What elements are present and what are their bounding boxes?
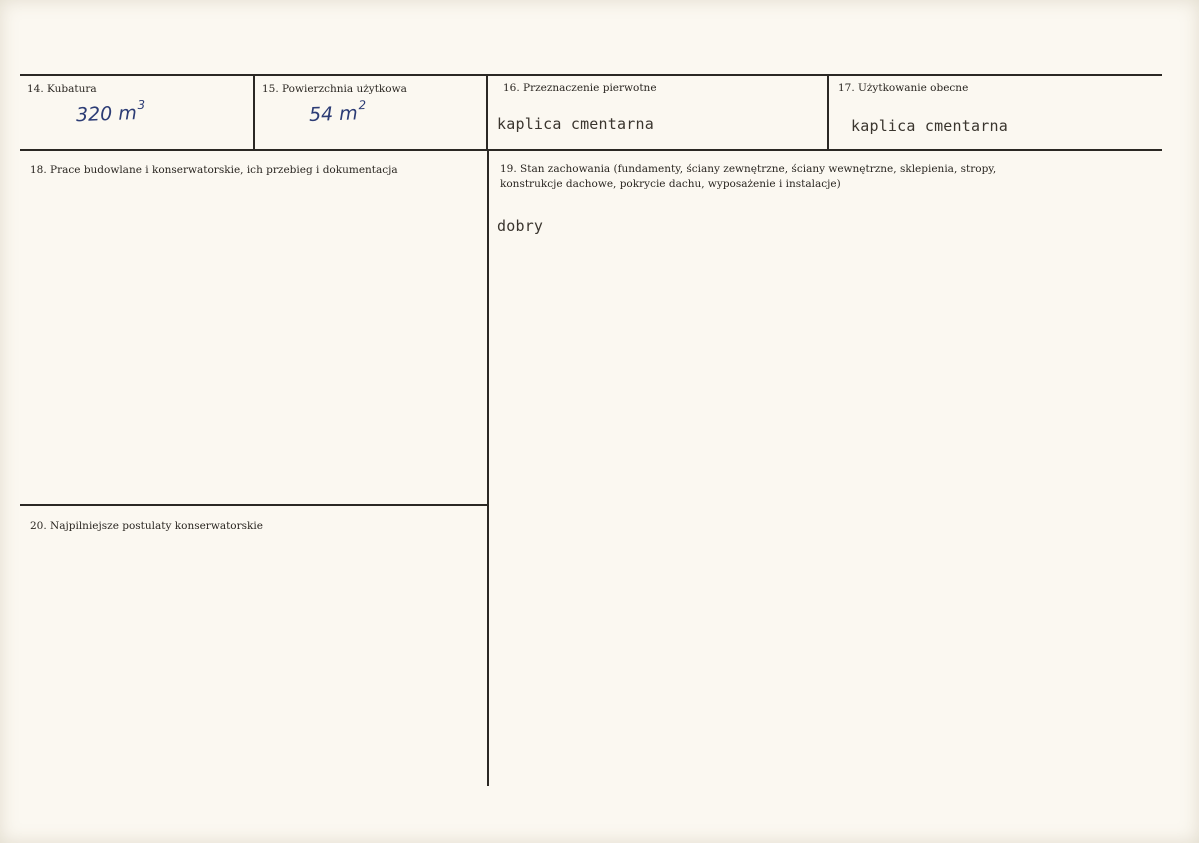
field-14-unit-exponent: 3 [137,97,146,113]
field-15-value [308,98,367,126]
divider-15-16 [486,75,488,150]
field-19-value: dobry [497,217,544,235]
field-18-label: 18. Prace budowlane i konserwatorskie, ich przebieg i dokumentacja [30,164,398,176]
divider-14-15 [253,75,255,150]
field-17-value: kaplica cmentarna [851,117,1008,135]
divider-16-17 [827,75,829,150]
field-14-label: 14. Kubatura [27,83,97,95]
field-14-value-text: 320 m [75,102,138,127]
top-rule [20,74,1162,76]
field-15-value-text: 54 m [308,102,359,126]
field-20-label: 20. Najpilniejsze postulaty konserwatorskie [30,520,263,532]
field-14-value [75,97,146,127]
field-17-label: 17. Użytkowanie obecne [838,82,969,94]
main-vertical-divider [487,150,489,786]
field-16-value: kaplica cmentarna [497,115,654,133]
field-15-unit-exponent: 2 [358,98,367,113]
header-bottom-rule [20,149,1162,151]
field-15-label: 15. Powierzchnia użytkowa [262,83,407,95]
field-16-label: 16. Przeznaczenie pierwotne [503,82,657,94]
field-19-label-line-2: konstrukcje dachowe, pokrycie dachu, wyposażenie i instalacje) [500,178,841,190]
field-19-label-line-1: 19. Stan zachowania (fundamenty, ściany zewnętrzne, ściany wewnętrzne, sklepienia, stropy, [500,163,997,175]
section-18-20-rule [20,504,487,506]
